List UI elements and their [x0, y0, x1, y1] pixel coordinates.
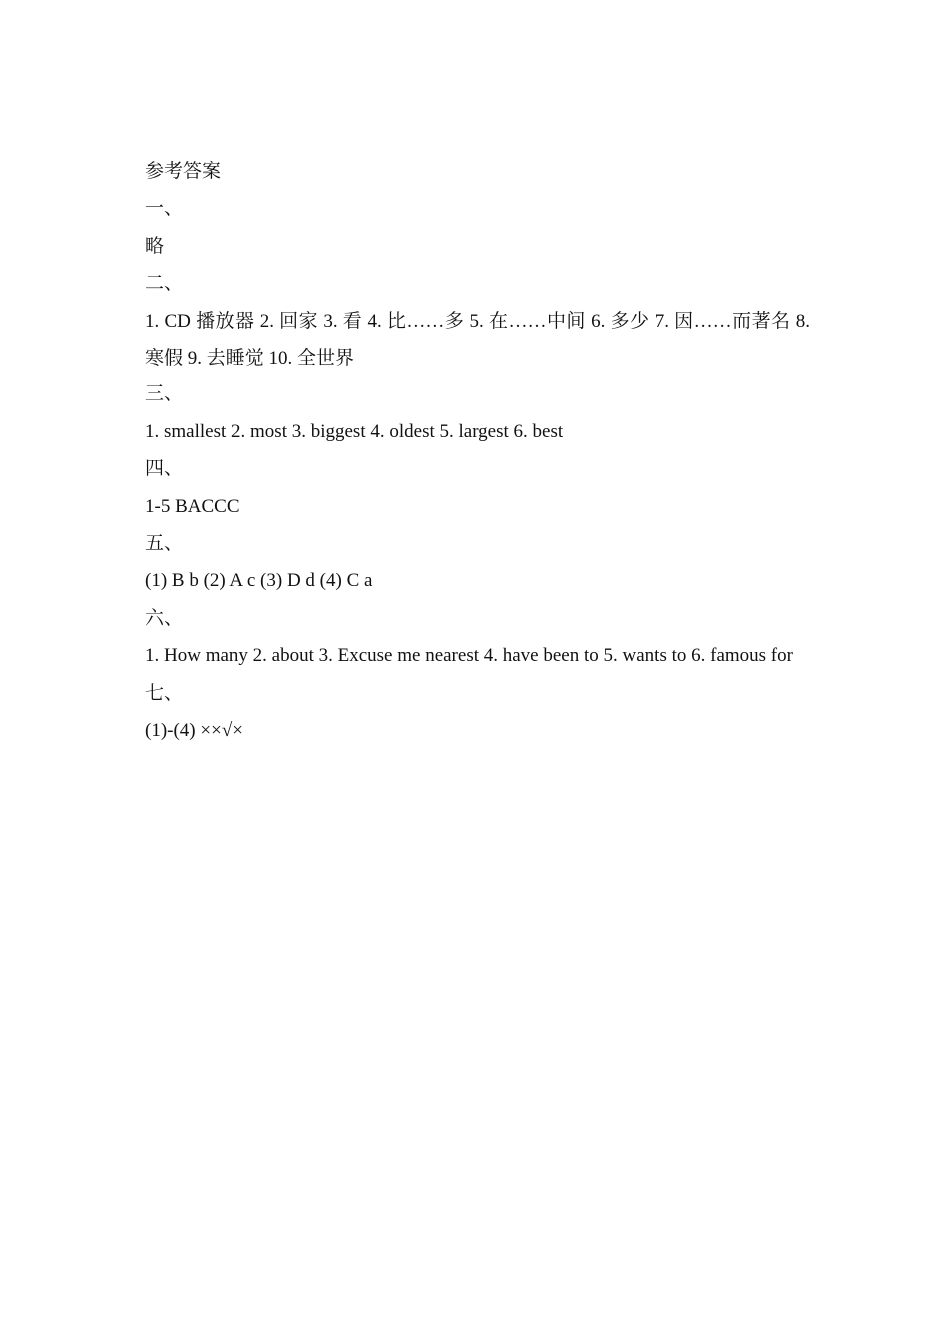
section-5-answer: (1) B b (2) A c (3) D d (4) C a — [145, 570, 373, 592]
section-4-heading: 四、 — [145, 458, 184, 480]
answer-key-body — [145, 155, 810, 751]
section-2-heading: 二、 — [145, 273, 184, 295]
section-6-answer: 1. How many 2. about 3. Excuse me nearest 4. have been to 5. wants to 6. famous for — [145, 645, 793, 667]
answer-key-title: 参考答案 — [145, 161, 222, 182]
section-4-answer: 1-5 BACCC — [145, 495, 240, 517]
section-6-heading: 六、 — [145, 607, 184, 629]
section-1-answer: 略 — [145, 235, 165, 257]
section-1-heading: 一、 — [145, 198, 184, 220]
section-7-heading: 七、 — [145, 682, 184, 704]
section-3-heading: 三、 — [145, 383, 184, 405]
section-2-answer: 1. CD 播放器 2. 回家 3. 看 4. 比……多 5. 在……中间 6. 多少 7. 因……而著名 8. 寒假 9. 去睡觉 10. 全世界 — [145, 310, 810, 369]
section-7-answer: (1)-(4) ××√× — [145, 719, 243, 741]
section-3-answer: 1. smallest 2. most 3. biggest 4. oldest 5. largest 6. best — [145, 420, 564, 442]
section-5-heading: 五、 — [145, 532, 184, 554]
